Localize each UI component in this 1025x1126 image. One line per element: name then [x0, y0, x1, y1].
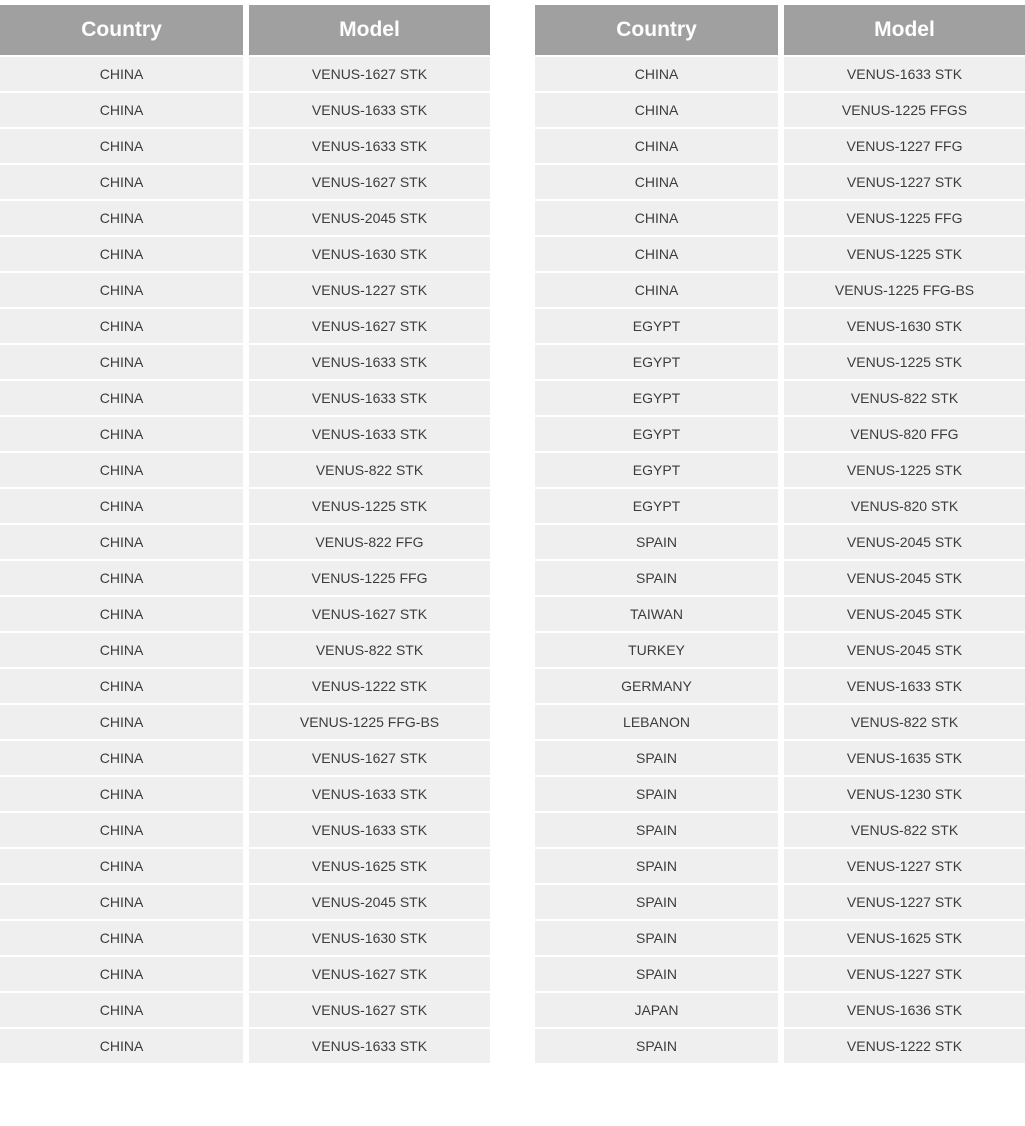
table-row: [535, 669, 1025, 703]
table-row: [535, 453, 1025, 487]
model-cell: VENUS-1633 STK: [784, 669, 1025, 703]
model-cell: VENUS-1227 STK: [784, 957, 1025, 991]
table-row: [0, 381, 490, 415]
table-row: [0, 705, 490, 739]
country-cell: CHINA: [0, 561, 243, 595]
table-row: [535, 777, 1025, 811]
model-cell: VENUS-1225 STK: [784, 237, 1025, 271]
country-cell: CHINA: [0, 93, 243, 127]
table-row: [535, 165, 1025, 199]
table-row: [535, 201, 1025, 235]
table-row: [535, 93, 1025, 127]
model-cell: VENUS-1227 STK: [784, 885, 1025, 919]
country-cell: SPAIN: [535, 777, 778, 811]
country-cell: CHINA: [0, 453, 243, 487]
table-row: [535, 345, 1025, 379]
model-cell: VENUS-1627 STK: [249, 57, 490, 91]
country-cell: CHINA: [0, 669, 243, 703]
model-cell: VENUS-822 STK: [784, 813, 1025, 847]
table-row: [0, 669, 490, 703]
country-cell: SPAIN: [535, 1029, 778, 1063]
model-cell: VENUS-1625 STK: [784, 921, 1025, 955]
country-cell: GERMANY: [535, 669, 778, 703]
model-cell: VENUS-1633 STK: [249, 129, 490, 163]
model-cell: VENUS-1633 STK: [249, 1029, 490, 1063]
table-row: [0, 849, 490, 883]
model-cell: VENUS-822 FFG: [249, 525, 490, 559]
model-cell: VENUS-1225 FFG-BS: [249, 705, 490, 739]
model-cell: VENUS-1230 STK: [784, 777, 1025, 811]
table-row: [535, 309, 1025, 343]
table-row: [535, 885, 1025, 919]
model-cell: VENUS-1222 STK: [784, 1029, 1025, 1063]
country-cell: CHINA: [0, 921, 243, 955]
country-cell: CHINA: [0, 381, 243, 415]
table-row: [0, 957, 490, 991]
country-cell: CHINA: [535, 237, 778, 271]
table-row: [535, 489, 1025, 523]
country-cell: EGYPT: [535, 489, 778, 523]
country-cell: CHINA: [0, 741, 243, 775]
model-cell: VENUS-820 STK: [784, 489, 1025, 523]
table-row: [535, 57, 1025, 91]
table-row: [0, 525, 490, 559]
model-cell: VENUS-1633 STK: [249, 777, 490, 811]
country-cell: CHINA: [0, 849, 243, 883]
model-cell: VENUS-1633 STK: [249, 813, 490, 847]
country-cell: SPAIN: [535, 525, 778, 559]
country-cell: CHINA: [535, 57, 778, 91]
table-row: [535, 381, 1025, 415]
table-row: [535, 1029, 1025, 1063]
country-cell: LEBANON: [535, 705, 778, 739]
table-row: [0, 129, 490, 163]
model-cell: VENUS-1225 FFGS: [784, 93, 1025, 127]
country-cell: CHINA: [0, 345, 243, 379]
country-cell: CHINA: [535, 165, 778, 199]
country-cell: CHINA: [0, 129, 243, 163]
model-cell: VENUS-1225 FFG: [249, 561, 490, 595]
country-cell: SPAIN: [535, 885, 778, 919]
model-cell: VENUS-2045 STK: [249, 201, 490, 235]
country-cell: TURKEY: [535, 633, 778, 667]
model-cell: VENUS-1627 STK: [249, 597, 490, 631]
model-cell: VENUS-1633 STK: [249, 417, 490, 451]
table-row: [535, 525, 1025, 559]
country-cell: CHINA: [0, 489, 243, 523]
table-row: [0, 93, 490, 127]
country-cell: TAIWAN: [535, 597, 778, 631]
table-row: [0, 165, 490, 199]
table-row: [0, 777, 490, 811]
country-cell: CHINA: [0, 885, 243, 919]
model-column-header: Model: [784, 5, 1025, 55]
country-cell: SPAIN: [535, 849, 778, 883]
table-row: [0, 489, 490, 523]
model-cell: VENUS-1627 STK: [249, 309, 490, 343]
model-cell: VENUS-1633 STK: [784, 57, 1025, 91]
country-cell: CHINA: [0, 201, 243, 235]
country-cell: CHINA: [0, 993, 243, 1027]
table-row: [0, 633, 490, 667]
model-cell: VENUS-1627 STK: [249, 165, 490, 199]
table-row: [0, 309, 490, 343]
model-cell: VENUS-1225 STK: [249, 489, 490, 523]
model-cell: VENUS-1627 STK: [249, 741, 490, 775]
country-cell: SPAIN: [535, 957, 778, 991]
model-cell: VENUS-820 FFG: [784, 417, 1025, 451]
model-cell: VENUS-2045 STK: [784, 633, 1025, 667]
country-model-table-right: [529, 3, 1025, 1065]
table-row: [0, 201, 490, 235]
table-row: [0, 813, 490, 847]
country-cell: JAPAN: [535, 993, 778, 1027]
table-row: [0, 237, 490, 271]
table-row: [0, 345, 490, 379]
table-row: [535, 597, 1025, 631]
country-cell: SPAIN: [535, 741, 778, 775]
country-cell: CHINA: [0, 597, 243, 631]
model-cell: VENUS-2045 STK: [784, 525, 1025, 559]
model-cell: VENUS-1227 STK: [784, 165, 1025, 199]
country-cell: CHINA: [0, 417, 243, 451]
model-cell: VENUS-1222 STK: [249, 669, 490, 703]
country-cell: CHINA: [535, 93, 778, 127]
model-cell: VENUS-1633 STK: [249, 93, 490, 127]
country-cell: CHINA: [0, 633, 243, 667]
country-cell: EGYPT: [535, 309, 778, 343]
table-row: [535, 813, 1025, 847]
model-cell: VENUS-1627 STK: [249, 993, 490, 1027]
model-cell: VENUS-1633 STK: [249, 381, 490, 415]
model-cell: VENUS-1633 STK: [249, 345, 490, 379]
model-cell: VENUS-1225 STK: [784, 453, 1025, 487]
table-row: [535, 705, 1025, 739]
country-cell: EGYPT: [535, 453, 778, 487]
table-row: [535, 273, 1025, 307]
country-cell: CHINA: [535, 273, 778, 307]
table-row: [535, 741, 1025, 775]
country-cell: CHINA: [0, 273, 243, 307]
country-model-table-left: [0, 3, 496, 1065]
table-header-row: [0, 5, 490, 55]
table-row: [535, 921, 1025, 955]
table-row: [0, 453, 490, 487]
table-row: [0, 921, 490, 955]
country-cell: CHINA: [0, 957, 243, 991]
table-row: [0, 597, 490, 631]
model-cell: VENUS-1625 STK: [249, 849, 490, 883]
country-cell: EGYPT: [535, 345, 778, 379]
model-cell: VENUS-822 STK: [784, 381, 1025, 415]
table-row: [0, 1029, 490, 1063]
model-cell: VENUS-1227 FFG: [784, 129, 1025, 163]
table-row: [535, 237, 1025, 271]
table-row: [535, 957, 1025, 991]
model-cell: VENUS-1225 FFG: [784, 201, 1025, 235]
country-cell: EGYPT: [535, 417, 778, 451]
table-header-row: [535, 5, 1025, 55]
table-row: [535, 633, 1025, 667]
country-cell: CHINA: [0, 57, 243, 91]
model-cell: VENUS-822 STK: [249, 453, 490, 487]
country-cell: SPAIN: [535, 813, 778, 847]
table-row: [0, 993, 490, 1027]
country-cell: CHINA: [0, 525, 243, 559]
table-row: [535, 129, 1025, 163]
table-body: [535, 57, 1025, 1063]
model-column-header: Model: [249, 5, 490, 55]
country-column-header: Country: [535, 5, 778, 55]
model-cell: VENUS-2045 STK: [784, 597, 1025, 631]
table-row: [0, 561, 490, 595]
country-cell: CHINA: [0, 165, 243, 199]
model-cell: VENUS-822 STK: [784, 705, 1025, 739]
table-row: [535, 561, 1025, 595]
model-cell: VENUS-1635 STK: [784, 741, 1025, 775]
model-cell: VENUS-1630 STK: [784, 309, 1025, 343]
country-cell: SPAIN: [535, 561, 778, 595]
model-cell: VENUS-1225 STK: [784, 345, 1025, 379]
country-column-header: Country: [0, 5, 243, 55]
table-row: [535, 849, 1025, 883]
table-row: [535, 417, 1025, 451]
country-cell: EGYPT: [535, 381, 778, 415]
country-cell: CHINA: [535, 129, 778, 163]
table-row: [535, 993, 1025, 1027]
table-row: [0, 741, 490, 775]
country-cell: CHINA: [0, 777, 243, 811]
model-cell: VENUS-2045 STK: [784, 561, 1025, 595]
model-cell: VENUS-1227 STK: [249, 273, 490, 307]
table-row: [0, 417, 490, 451]
country-cell: CHINA: [0, 705, 243, 739]
country-cell: CHINA: [535, 201, 778, 235]
table-body: [0, 57, 490, 1063]
model-cell: VENUS-1225 FFG-BS: [784, 273, 1025, 307]
country-cell: CHINA: [0, 237, 243, 271]
model-cell: VENUS-1636 STK: [784, 993, 1025, 1027]
model-cell: VENUS-2045 STK: [249, 885, 490, 919]
table-row: [0, 57, 490, 91]
country-cell: CHINA: [0, 1029, 243, 1063]
country-cell: CHINA: [0, 813, 243, 847]
model-cell: VENUS-1227 STK: [784, 849, 1025, 883]
table-row: [0, 273, 490, 307]
country-cell: CHINA: [0, 309, 243, 343]
model-cell: VENUS-1627 STK: [249, 957, 490, 991]
country-cell: SPAIN: [535, 921, 778, 955]
model-cell: VENUS-822 STK: [249, 633, 490, 667]
model-cell: VENUS-1630 STK: [249, 921, 490, 955]
table-row: [0, 885, 490, 919]
model-cell: VENUS-1630 STK: [249, 237, 490, 271]
